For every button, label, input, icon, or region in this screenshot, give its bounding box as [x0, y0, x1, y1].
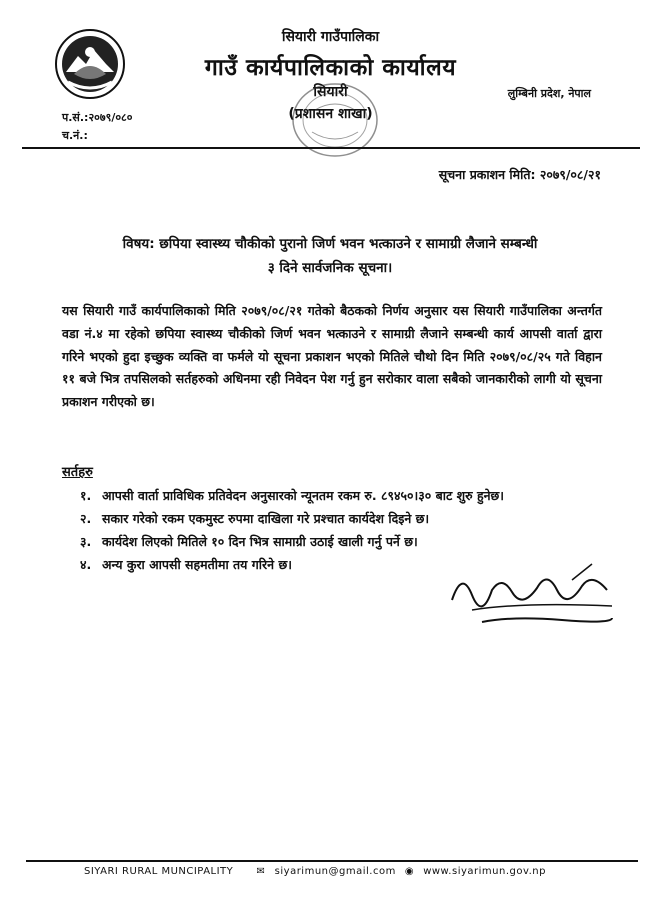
- subject-line-1: विषय: छपिया स्वास्थ्य चौकीको पुरानो जिर्ण भवन भत्काउने र सामाग्री लैजाने सम्बन्धी: [122, 236, 538, 252]
- condition-item: २. सकार गरेको रकम एकमुस्ट रुपमा दाखिला गरे प्रश्चात कार्यदेश दिइने छ।: [80, 511, 430, 526]
- footer-divider: [26, 860, 638, 862]
- municipality-name: सियारी गाउँपालिका: [281, 29, 380, 45]
- condition-item: ४. अन्य कुरा आपसी सहमतीमा तय गरिने छ।: [80, 557, 292, 572]
- condition-item: १. आपसी वार्ता प्राविधिक प्रतिवेदन अनुसारको न्यूनतम रकम रु. ८९४५०।३० बाट शुरु हुनेछ।: [80, 488, 505, 503]
- condition-item: ३. कार्यदेश लिएको मितिले १० दिन भित्र सामाग्री उठाई खाली गर्नु पर्ने छ।: [80, 534, 418, 549]
- footer-email[interactable]: siyarimun@gmail.com: [274, 866, 396, 877]
- province-label: लुम्बिनी प्रदेश, नेपाल: [507, 87, 591, 100]
- footer-org-name: SIYARI RURAL MUNCIPALITY: [84, 866, 234, 877]
- footer-website[interactable]: www.siyarimun.gov.np: [423, 866, 546, 877]
- header-divider: [22, 147, 640, 149]
- office-location: सियारी: [313, 84, 348, 100]
- envelope-icon: ✉: [256, 866, 266, 877]
- publication-date: सूचना प्रकाशन मिति: २०७९/०८/२१: [438, 167, 601, 182]
- conditions-heading: सर्तहरु: [62, 465, 93, 480]
- globe-icon: ◉: [404, 866, 415, 877]
- office-title: गाउँ कार्यपालिकाको कार्यालय: [204, 55, 457, 81]
- footer: [84, 866, 546, 877]
- notice-body: यस सियारी गाउँ कार्यपालिकाको मिति २०७९/०८/२१ गतेको बैठकको निर्णय अनुसार यस सियारी गाउँपालिका अन्तर्गत वडा नं.४ मा रहेको छपिया स्वास्थ्य चौकीको जिर्ण भवन भत्काउने र सामाग्री लैजाने सम्बन्धी कार्य आपसी वार्ता द्वारा गरिने भएको हुदा इच्छुक व्यक्ति वा फर्मले यो सूचना प्रकाशन भएको मितिले चौथो दिन मिति २०७९/०८/२५ गते विहान ११ बजे भित्र तपसिलको सर्तहरुको अधिनमा रही निवेदन पेश गर्नु हुन सरोकार वाला सबैको जानकारीको लागी यो सूचना प्रकाशन गरीएको छ।: [62, 303, 602, 410]
- section-name: (प्रशासन शाखा): [288, 106, 373, 122]
- official-signature: [442, 560, 622, 640]
- reference-number: प.सं.:२०७९/०८०: [62, 111, 133, 124]
- notice-subject: [50, 232, 610, 280]
- dispatch-number: च.नं.:: [62, 129, 88, 142]
- subject-line-2: ३ दिने सार्वजनिक सूचना।: [267, 260, 393, 276]
